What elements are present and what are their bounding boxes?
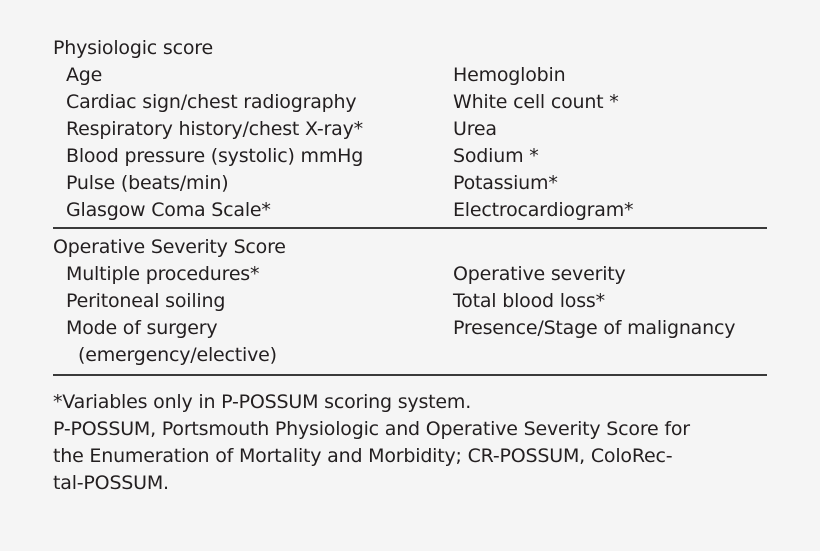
operative-right-cell: Operative severity: [453, 263, 626, 285]
physiologic-right-cell: Sodium *: [453, 145, 539, 167]
physiologic-right-cell: Urea: [453, 118, 497, 140]
table-row: [53, 116, 767, 143]
operative-left-cell: Mode of surgery: [66, 317, 218, 339]
operative-right-cell: [453, 342, 767, 369]
physiologic-right-cell: Electrocardiogram*: [453, 199, 634, 221]
table-row: [53, 288, 767, 315]
footnote-abbreviation: P-POSSUM, Portsmouth Physiologic and Operative Severity Score for: [53, 418, 690, 440]
physiologic-right-cell: Potassium*: [453, 172, 558, 194]
operative-left-cell: Peritoneal soiling: [66, 290, 226, 312]
table-row: [53, 170, 767, 197]
table-row: [53, 342, 767, 369]
operative-left-cell: (emergency/elective): [78, 344, 277, 366]
operative-right-cell: Presence/Stage of malignancy: [453, 317, 736, 339]
operative-right-cell: Total blood loss*: [453, 290, 605, 312]
operative-left-cell: Multiple procedures*: [66, 263, 260, 285]
physiologic-right-cell: Hemoglobin: [453, 64, 566, 86]
physiologic-left-cell: Cardiac sign/chest radiography: [66, 91, 357, 113]
table-row: [53, 89, 767, 116]
physiologic-right-cell: White cell count *: [453, 91, 619, 113]
section-divider: [53, 227, 767, 229]
physiologic-left-cell: Respiratory history/chest X-ray*: [66, 118, 363, 140]
physiologic-left-cell: Age: [66, 64, 103, 86]
table-row: [53, 197, 767, 224]
footnote-asterisk: *Variables only in P-POSSUM scoring system.: [53, 391, 472, 413]
physiologic-left-cell: Pulse (beats/min): [66, 172, 229, 194]
physiologic-heading: Physiologic score: [53, 37, 213, 59]
footnote-abbreviation: the Enumeration of Mortality and Morbidity; CR-POSSUM, ColoRec-: [53, 445, 673, 467]
operative-heading: Operative Severity Score: [53, 236, 286, 258]
table-row: [53, 315, 767, 342]
table-bottom-rule: [53, 374, 767, 376]
footnote-abbreviation: tal-POSSUM.: [53, 472, 169, 494]
physiologic-left-cell: Blood pressure (systolic) mmHg: [66, 145, 364, 167]
variables-table: [53, 35, 767, 497]
table-row: [53, 261, 767, 288]
physiologic-left-cell: Glasgow Coma Scale*: [66, 199, 271, 221]
table-row: [53, 143, 767, 170]
table-row: [53, 62, 767, 89]
